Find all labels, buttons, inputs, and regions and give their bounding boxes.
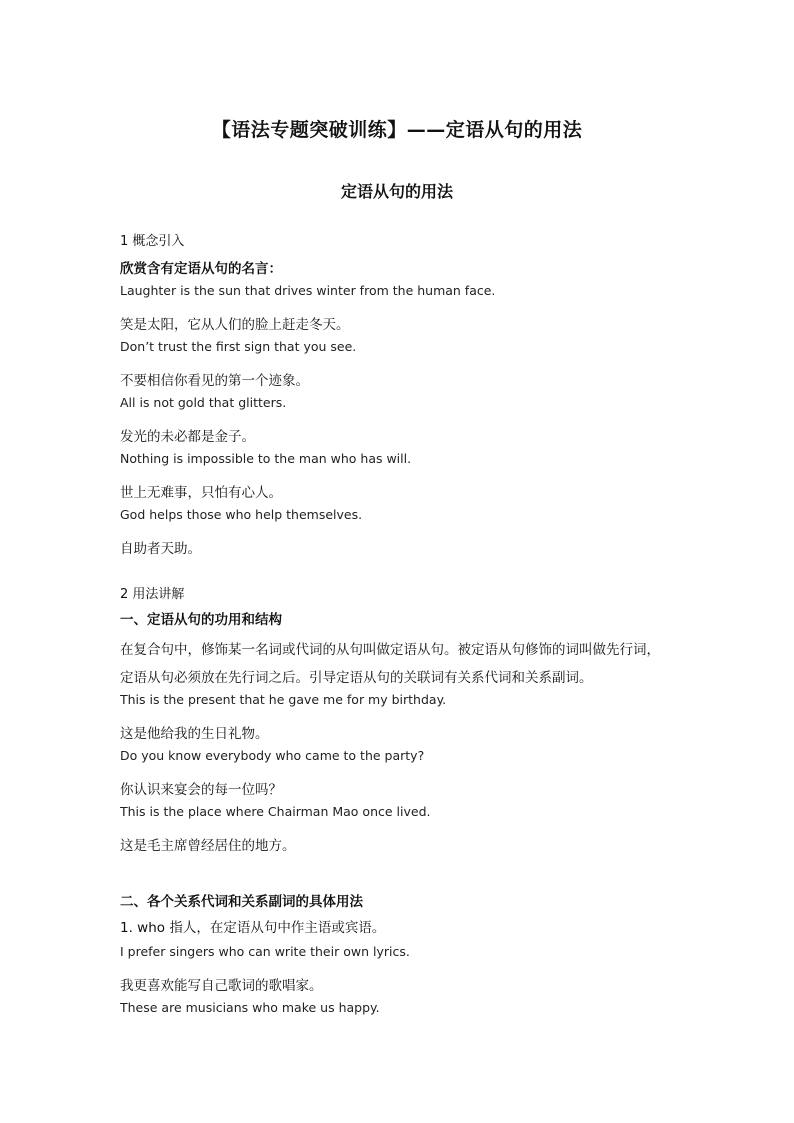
who-example-1-zh: 我更喜欢能写自己歌词的歌唱家。 — [120, 978, 323, 994]
who-example-2-en: These are musicians who make us happy. — [120, 1000, 380, 1015]
who-rule: 1. who 指人，在定语从句中作主语或宾语。 — [120, 920, 386, 936]
quote-1-en: Laughter is the sun that drives winter from the human face. — [120, 283, 496, 298]
quotes-intro: 欣赏含有定语从句的名言： — [120, 261, 282, 277]
section-1-heading: 1 概念引入 — [120, 234, 185, 249]
example-2-en: Do you know everybody who came to the party? — [120, 748, 425, 763]
document-subtitle: 定语从句的用法 — [340, 182, 453, 201]
quote-4-en: Nothing is impossible to the man who has will. — [120, 451, 412, 466]
quote-4-zh: 世上无难事，只怕有心人。 — [120, 485, 282, 501]
who-example-1-en: I prefer singers who can write their own lyrics. — [120, 944, 410, 959]
quote-5-zh: 自助者天助。 — [120, 541, 201, 557]
example-1-zh: 这是他给我的生日礼物。 — [120, 726, 269, 742]
quote-3-zh: 发光的未必都是金子。 — [120, 429, 255, 445]
quote-5-en: God helps those who help themselves. — [120, 507, 363, 522]
quote-1-zh: 笑是太阳，它从人们的脸上赶走冬天。 — [120, 317, 350, 333]
part-2-title: 二、各个关系代词和关系副词的具体用法 — [120, 894, 363, 910]
paragraph-line-2: 定语从句必须放在先行词之后。引导定语从句的关联词有关系代词和关系副词。 — [120, 670, 593, 686]
quote-3-en: All is not gold that glitters. — [120, 395, 287, 410]
paragraph-line-1: 在复合句中，修饰某一名词或代词的从句叫做定语从句。被定语从句修饰的词叫做先行词， — [120, 642, 660, 658]
document-title: 【语法专题突破训练】——定语从句的用法 — [211, 119, 583, 141]
example-3-zh: 这是毛主席曾经居住的地方。 — [120, 838, 296, 854]
example-3-en: This is the place where Chairman Mao once lived. — [120, 804, 431, 819]
section-2-heading: 2 用法讲解 — [120, 587, 185, 602]
quote-2-zh: 不要相信你看见的第一个迹象。 — [120, 373, 309, 389]
example-1-en: This is the present that he gave me for my birthday. — [120, 692, 447, 707]
part-1-title: 一、定语从句的功用和结构 — [120, 612, 282, 628]
example-2-zh: 你认识来宴会的每一位吗？ — [120, 782, 282, 798]
quote-2-en: Don’t trust the first sign that you see. — [120, 339, 357, 354]
